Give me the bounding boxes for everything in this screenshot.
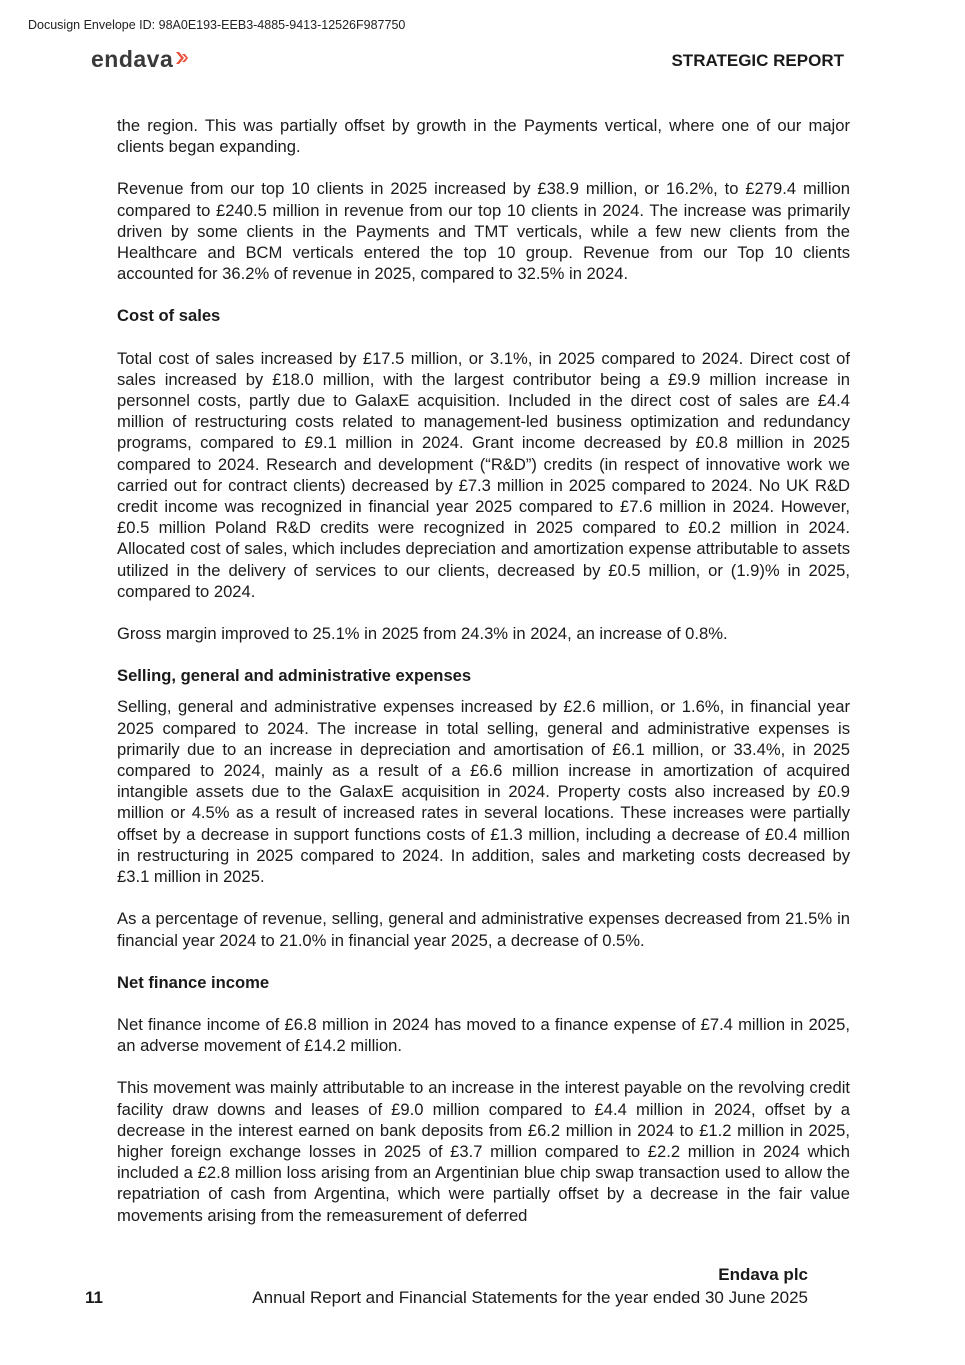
- paragraph-sga-percentage: As a percentage of revenue, selling, general and administrative expenses decreased from 21.5% in financial year 2024 to 21.0% in financial year 2025, a decrease of 0.5%.: [117, 909, 850, 950]
- footer-report-title: Annual Report and Financial Statements for the year ended 30 June 2025: [252, 1288, 808, 1307]
- paragraph-cost-of-sales: Total cost of sales increased by £17.5 million, or 3.1%, in 2025 compared to 2024. Direct cost of sales increased by £18.0 million, with the largest contributor being a £9.9 million increase in personnel costs, partly due to GalaxE acquisition. Included in the direct cost of sales are £4.4 million of restructuring costs related to management-led business optimization and redundancy programs, compared to £9.1 million in 2024. Grant income decreased by £0.8 million in 2025 compared to 2024. Research and development (“R&D”) credits (in respect of innovative work we carried out for contract clients) decreased by £7.3 million in 2025 compared to 2024. No UK R&D credit income was recognized in financial year 2025 compared to £7.6 million in 2024. However, £0.5 million Poland R&D credits were recognized in 2025 compared to £0.2 million in 2024. Allocated cost of sales, which includes depreciation and amortization expense attributable to assets utilized in the delivery of services to our clients, decreased by £0.5 million, or (1.9)% in 2025, compared to 2024.: [117, 348, 850, 601]
- section-title: STRATEGIC REPORT: [671, 51, 844, 70]
- heading-net-finance: Net finance income: [117, 972, 270, 992]
- paragraph-gross-margin: Gross margin improved to 25.1% in 2025 from 24.3% in 2024, an increase of 0.8%.: [117, 624, 728, 644]
- endava-logo: [91, 44, 189, 74]
- endava-mark-icon: [175, 50, 189, 71]
- paragraph-region: the region. This was partially offset by growth in the Payments vertical, where one of our major clients began expanding.: [117, 116, 850, 157]
- paragraph-top-clients: Revenue from our top 10 clients in 2025 increased by £38.9 million, or 16.2%, to £279.4 million compared to £240.5 million in revenue from our top 10 clients in 2024. The increase was primarily driven by some clients in the Payments and TMT verticals, while a few new clients from the Healthcare and BCM verticals entered the top 10 group. Revenue from our Top 10 clients accounted for 36.2% of revenue in 2025, compared to 32.5% in 2024.: [117, 179, 850, 284]
- paragraph-net-finance: Net finance income of £6.8 million in 2024 has moved to a finance expense of £7.4 million in 2025, an adverse movement of £14.2 million.: [117, 1014, 850, 1056]
- paragraph-sga: Selling, general and administrative expenses increased by £2.6 million, or 1.6%, in financial year 2025 compared to 2024. The increase in total selling, general and administrative expenses is primarily due to an increase in depreciation and amortisation of £6.1 million, or 33.4%, in 2025 compared to 2024, mainly as a result of a £6.6 million increase in amortization of acquired intangible assets due to the GalaxE acquisition in 2024. Property costs also increased by £0.9 million or 4.5% as a result of increased rates in several locations. These increases were partially offset by a decrease in support functions costs of £1.3 million, including a decrease of £0.4 million in restructuring in 2025 compared to 2024. In addition, sales and marketing costs decreased by £3.1 million in 2025.: [117, 697, 850, 887]
- footer-company: Endava plc: [718, 1265, 808, 1284]
- logo-wordmark: endava: [91, 45, 174, 72]
- docusign-envelope-id: Docusign Envelope ID: 98A0E193-EEB3-4885-9413-12526F987750: [28, 18, 406, 32]
- heading-cost-of-sales: Cost of sales: [117, 306, 221, 326]
- report-body: [117, 115, 850, 1226]
- paragraph-finance-movement: This movement was mainly attributable to an increase in the interest payable on the revolving credit facility draw downs and leases of £9.0 million compared to £4.4 million in 2024, offset by a decrease in the interest earned on bank deposits from £6.2 million in 2024 to £1.2 million in 2025, higher foreign exchange losses in 2025 of £3.7 million compared to £2.2 million in 2024 which included a £2.8 million loss arising from an Argentinian blue chip swap transaction used to allow the repatriation of cash from Argentina, which were partially offset by a decrease in the fair value movements arising from the remeasurement of deferred: [117, 1078, 850, 1225]
- page-number: 11: [85, 1288, 103, 1307]
- heading-sga: Selling, general and administrative expenses: [117, 666, 472, 686]
